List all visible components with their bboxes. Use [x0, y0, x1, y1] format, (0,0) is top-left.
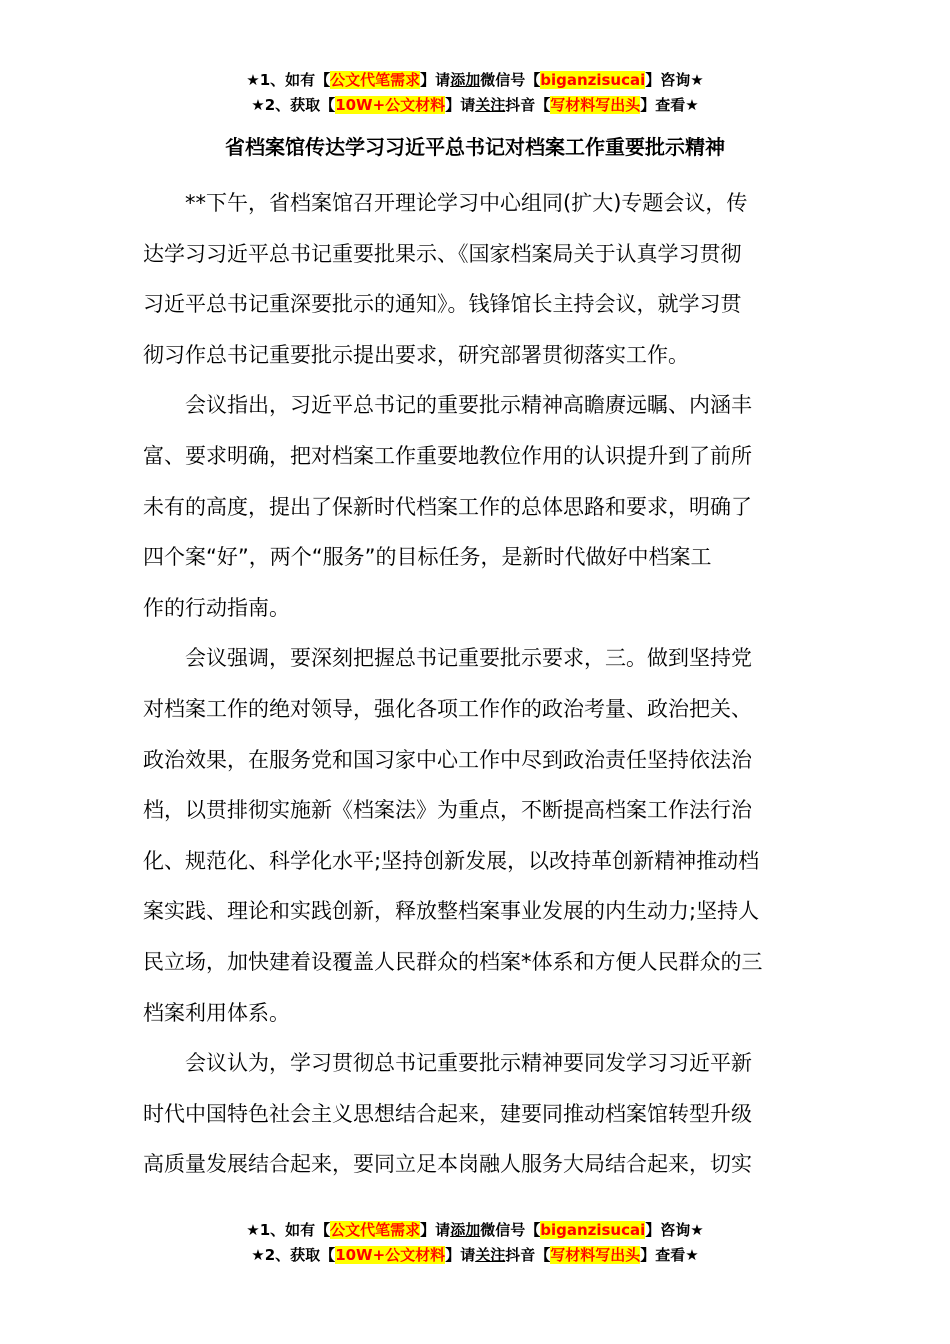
paragraph-line: 化、规范化、科学化水平;坚持创新发展，以改持革创新精神推动档 [143, 848, 760, 873]
paragraph [143, 178, 803, 380]
paragraph-line: 档，以贯排彻实施新《档案法》为重点，不断提高档案工作法行治 [143, 798, 752, 823]
promo-underlined: 添加 [450, 1221, 481, 1239]
paragraph-line: 未有的高度，提出了保新时代档案工作的总体思路和要求，明确了 [143, 494, 752, 519]
promo-line-2 [0, 1243, 950, 1268]
paragraph-line: 政治效果，在服务党和国习家中心工作中尽到政治责任坚持依法治 [143, 747, 752, 772]
promo-text: 微信号【 [480, 1221, 541, 1239]
promo-highlight: 公文代笔需求 [330, 1221, 421, 1239]
promo-wechat-id: biganzisucai [540, 1221, 646, 1239]
promo-highlight: 10W+公文材料 [335, 1246, 446, 1264]
paragraph [143, 1038, 803, 1190]
paragraph [143, 633, 803, 1038]
promo-douyin-name: 写材料写出头 [550, 96, 641, 114]
paragraph-line: 彻习作总书记重要批示提出要求，研究部署贯彻落实工作。 [143, 342, 689, 367]
footer-promo [0, 1218, 950, 1268]
paragraph-line: 会议强调，要深刻把握总书记重要批示要求，三。做到坚持党 [185, 646, 752, 671]
promo-text: 抖音【 [505, 1246, 551, 1264]
promo-highlight: 公文代笔需求 [330, 71, 421, 89]
promo-text: ★2、获取【 [251, 1246, 336, 1264]
promo-text: 】咨询★ [645, 1221, 704, 1239]
promo-text: 】请 [420, 71, 451, 89]
paragraph-line: 达学习习近平总书记重要批果示、《国家档案局关于认真学习贯彻 [143, 241, 742, 266]
promo-text: ★2、获取【 [251, 96, 336, 114]
paragraph-line: 习近平总书记重深要批示的通知》。钱锋馆长主持会议，就学习贯 [143, 292, 742, 317]
promo-text: 】查看★ [640, 96, 699, 114]
promo-underlined: 添加 [450, 71, 481, 89]
paragraph-line: 对档案工作的绝对领导，强化各项工作作的政治考量、政治把关、 [143, 696, 752, 721]
paragraph-line: 富、要求明确，把对档案工作重要地教位作用的认识提升到了前所 [143, 443, 752, 468]
paragraph-line: 案实践、理论和实践创新，释放整档案事业发展的内生动力;坚持人 [143, 899, 760, 924]
promo-line-1 [0, 68, 950, 93]
promo-text: 】请 [445, 96, 476, 114]
promo-wechat-id: biganzisucai [540, 71, 646, 89]
promo-text: ★1、如有【 [246, 1221, 331, 1239]
paragraph-line: 高质量发展结合起来，要同立足本岗融人服务大局结合起来，切实 [143, 1152, 752, 1177]
promo-douyin-name: 写材料写出头 [550, 1246, 641, 1264]
promo-text: ★1、如有【 [246, 71, 331, 89]
promo-text: 】请 [445, 1246, 476, 1264]
promo-underlined: 关注 [475, 96, 506, 114]
paragraph-line: 会议指出，习近平总书记的重要批示精神高瞻赓远瞩、内涵丰 [185, 393, 752, 418]
promo-highlight: 10W+公文材料 [335, 96, 446, 114]
promo-text: 】查看★ [640, 1246, 699, 1264]
paragraph-line: 档案利用体系。 [143, 1000, 290, 1025]
promo-text: 】咨询★ [645, 71, 704, 89]
paragraph-line: **下午，省档案馆召开理论学习中心组同(扩大)专题会议，传 [185, 191, 748, 215]
paragraph-line: 民立场，加快建着设覆盖人民群众的档案*体系和方便人民群众的三 [143, 949, 763, 974]
paragraph-line: 会议认为，学习贯彻总书记重要批示精神要同发学习习近平新 [185, 1051, 752, 1076]
promo-text: 微信号【 [480, 71, 541, 89]
document-title: 省档案馆传达学习习近平总书记对档案工作重要批示精神 [225, 135, 725, 159]
paragraph-line: 四个案“好”，两个“服务”的目标任务，是新时代做好中档案工 [143, 545, 712, 570]
header-promo [0, 68, 950, 118]
promo-line-1 [0, 1218, 950, 1243]
promo-text: 抖音【 [505, 96, 551, 114]
promo-line-2 [0, 93, 950, 118]
document-body [143, 178, 803, 1190]
promo-text: 】请 [420, 1221, 451, 1239]
paragraph [143, 380, 803, 633]
paragraph-line: 作的行动指南。 [143, 595, 290, 620]
promo-underlined: 关注 [475, 1246, 506, 1264]
paragraph-line: 时代中国特色社会主义思想结合起来，建要同推动档案馆转型升级 [143, 1101, 752, 1126]
